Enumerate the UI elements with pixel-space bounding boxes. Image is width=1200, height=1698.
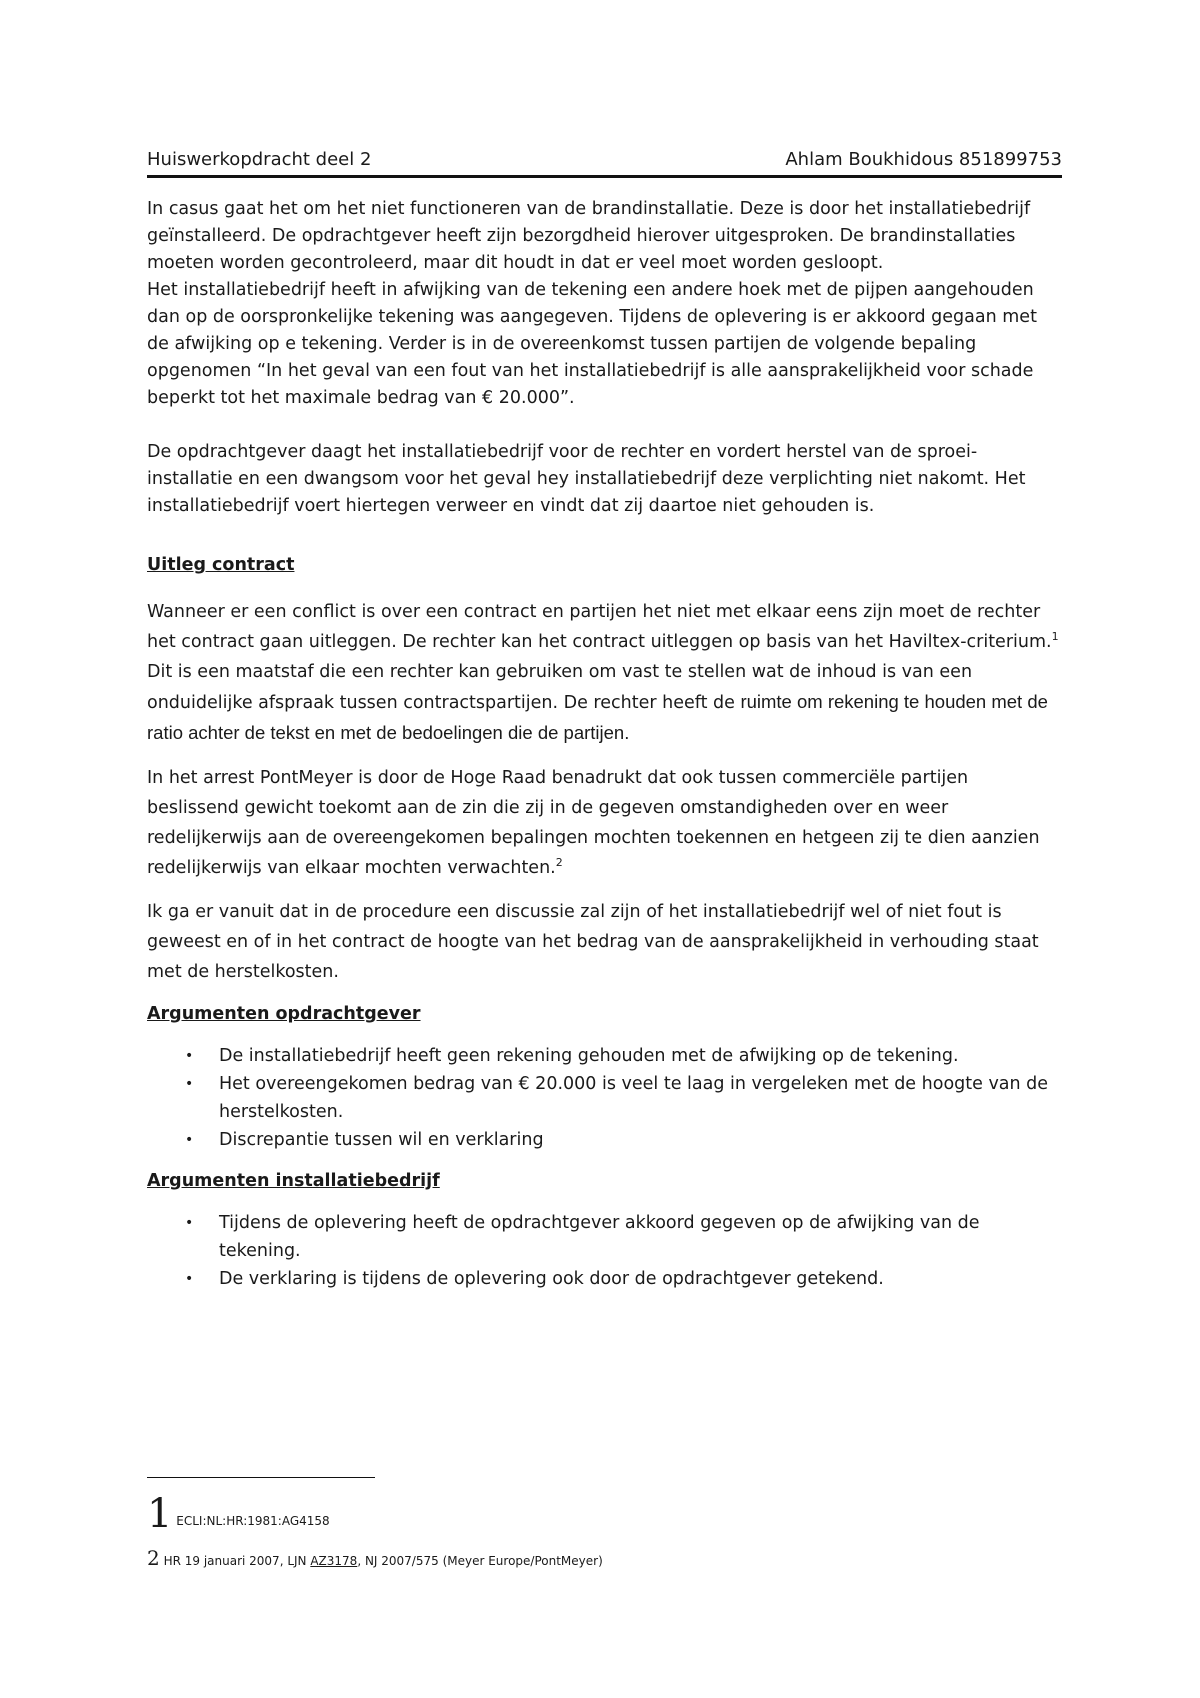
footnote-1-number: 1 — [147, 1491, 173, 1537]
heading-argumenten-opdrachtgever: Argumenten opdrachtgever — [147, 1004, 421, 1024]
footnote-2 — [147, 1546, 603, 1570]
intro-paragraph-2: Het installatiebedrijf heeft in afwijking van de tekening een andere hoek met de pijpen aangehouden dan op de oorspronkelijke tekening was aangegeven. Tijdens de oplevering is er akkoord gegaan met de afwijking op e tekening. Verder is in de overeenkomst tussen partijen de volgende bepaling opgenomen “In het geval van een fout van het installatiebedrijf is alle aansprakelijkheid voor schade beperkt tot het maximale bedrag van € 20.000”. — [147, 280, 1037, 408]
uitleg-paragraph-1-text-b: Dit is een maatstaf die een rechter kan gebruiken om vast te stellen wat de inhoud is van een onduidelijke afspraak tussen contractspartijen. De rechter heeft de — [147, 662, 973, 713]
list-item — [147, 1209, 1062, 1265]
uitleg-paragraph-3: Ik ga er vanuit dat in de procedure een discussie zal zijn of het installatiebedrijf wel of niet fout is geweest en of in het contract de hoogte van het bedrag van de aansprakelijkheid in verhouding staat met de herstelkosten. — [147, 902, 1039, 982]
document-page — [147, 0, 1062, 1698]
list-item-text: Discrepantie tussen wil en verklaring — [219, 1130, 544, 1150]
footnote-ref-2: 2 — [555, 856, 563, 870]
header-title: Huiswerkopdracht deel 2 — [147, 149, 372, 170]
list-item-text: Tijdens de oplevering heeft de opdrachtgever akkoord gegeven op de afwijking van de tekening. — [219, 1213, 980, 1261]
list-item — [147, 1265, 1062, 1293]
intro-paragraph-3: De opdrachtgever daagt het installatiebedrijf voor de rechter en vordert herstel van de sproei-installatie en een dwangsom voor het geval hey installatiebedrijf deze verplichting niet nakomt. Het installatiebedrijf voert hiertegen verweer en vindt dat zij daartoe niet gehouden is. — [147, 442, 1026, 516]
list-item — [147, 1070, 1062, 1126]
list-item-text: Het overeengekomen bedrag van € 20.000 is veel te laag in vergeleken met de hoogte van de herstelkosten. — [219, 1074, 1049, 1122]
footnote-1 — [147, 1491, 330, 1537]
bullet-icon: • — [185, 1215, 194, 1231]
opdrachtgever-list — [147, 1042, 1062, 1154]
footnote-2-link[interactable]: AZ3178 — [310, 1554, 358, 1568]
page-header — [147, 149, 1062, 178]
footnote-1-text: ECLI:NL:HR:1981:AG4158 — [176, 1514, 330, 1528]
intro-paragraph-1: In casus gaat het om het niet functioneren van de brandinstallatie. Deze is door het installatiebedrijf geïnstalleerd. De opdrachtgever heeft zijn bezorgdheid hierover uitgesproken. De brandinstallaties moeten worden gecontroleerd, maar dit houdt in dat er veel moet worden gesloopt. — [147, 199, 1031, 273]
uitleg-paragraph-1 — [147, 597, 1062, 749]
heading-argumenten-installatiebedrijf: Argumenten installatiebedrijf — [147, 1171, 440, 1191]
bullet-icon: • — [185, 1132, 194, 1148]
uitleg-paragraph-2-text: In het arrest PontMeyer is door de Hoge Raad benadrukt dat ook tussen commerciële partijen beslissend gewicht toekomt aan de zin die zij in de gegeven omstandigheden over en weer redelijkerwijs aan de overeengekomen bepalingen mochten toekennen en hetgeen zij te dien aanzien redelijkerwijs van elkaar mochten verwachten. — [147, 768, 1040, 878]
bullet-icon: • — [185, 1271, 194, 1287]
bullet-icon: • — [185, 1076, 194, 1092]
footnote-2-number: 2 — [147, 1546, 160, 1570]
footnote-ref-1: 1 — [1051, 630, 1059, 644]
list-item — [147, 1042, 1062, 1070]
installatiebedrijf-list — [147, 1209, 1062, 1293]
uitleg-paragraph-1-text-c: ruimte om rekening te houden met de ratio achter de tekst en met de bedoelingen die de partijen. — [147, 691, 1048, 743]
heading-uitleg-contract: Uitleg contract — [147, 555, 295, 575]
list-item — [147, 1126, 1062, 1154]
list-item-text: De installatiebedrijf heeft geen rekening gehouden met de afwijking op de tekening. — [219, 1046, 959, 1066]
document-body — [147, 196, 1062, 1293]
uitleg-paragraph-2 — [147, 763, 1062, 883]
footnote-divider — [147, 1477, 375, 1478]
header-author: Ahlam Boukhidous 851899753 — [785, 149, 1062, 170]
footnote-2-text-a: HR 19 januari 2007, LJN — [163, 1554, 311, 1568]
bullet-icon: • — [185, 1048, 194, 1064]
uitleg-paragraph-1-text-a: Wanneer er een conflict is over een contract en partijen het niet met elkaar eens zijn moet de rechter het contract gaan uitleggen. De rechter kan het contract uitleggen op basis van het Haviltex-criterium. — [147, 602, 1052, 652]
list-item-text: De verklaring is tijdens de oplevering ook door de opdrachtgever getekend. — [219, 1269, 884, 1289]
footnote-2-text-b: , NJ 2007/575 (Meyer Europe/PontMeyer) — [357, 1554, 603, 1568]
